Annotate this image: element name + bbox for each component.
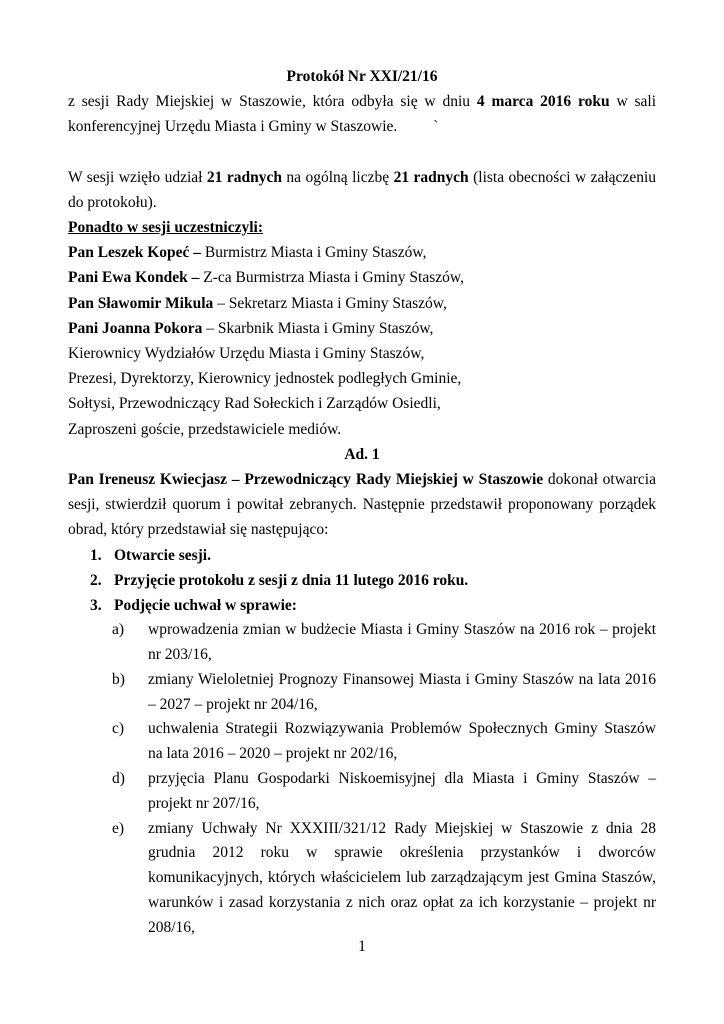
agenda-item bbox=[68, 568, 656, 593]
attendance-text-1: W sesji wzięło udział bbox=[68, 168, 207, 186]
resolution-item bbox=[112, 817, 656, 941]
agenda-item-number: 2. bbox=[90, 571, 102, 589]
resolution-text: przyjęcia Planu Gospodarki Niskoemisyjnej dla Miasta i Gminy Staszów – projekt nr 207/16, bbox=[148, 770, 656, 812]
other-participants-line: Zaproszeni goście, przedstawiciele mediów. bbox=[68, 420, 342, 438]
attendance-count-total: 21 radnych bbox=[393, 168, 469, 186]
attendance-count-present: 21 radnych bbox=[206, 168, 282, 186]
resolution-letter: a) bbox=[112, 621, 125, 639]
intro-text-2: w sali konferencyjnej Urzędu Miasta i Gminy w Staszowie. bbox=[68, 93, 657, 136]
attendance-text-2: na ogólną liczbę bbox=[281, 168, 394, 186]
resolution-item bbox=[112, 618, 656, 668]
agenda-item-label: Otwarcie sesji. bbox=[114, 546, 211, 564]
resolution-text: zmiany Uchwały Nr XXXIII/321/12 Rady Miejskiej w Staszowie z dnia 28 grudnia 2012 roku w sprawie określenia przystanków i dworców komunikacyjnych, których właścicielem lub zarządzającym jest Gmina Staszów, warunków i zasad korzystania z nich oraz opłat za ich korzystanie – projekt nr 208/16, bbox=[148, 819, 656, 936]
participant-line bbox=[68, 316, 656, 341]
agenda-item-label: Podjęcie uchwał w sprawie: bbox=[114, 597, 297, 615]
participant-name: Pani Ewa Kondek – bbox=[68, 269, 200, 287]
resolution-letter: e) bbox=[112, 819, 125, 837]
participant-line bbox=[68, 291, 656, 316]
participant-name: Pani Joanna Pokora bbox=[68, 319, 203, 337]
resolution-item bbox=[112, 668, 656, 718]
participant-role: Z-ca Burmistrza Miasta i Gminy Staszów, bbox=[199, 269, 464, 287]
resolutions-wrapper bbox=[112, 618, 656, 940]
other-participants-line: Kierownicy Wydziałów Urzędu Miasta i Gminy Staszów, bbox=[68, 345, 425, 363]
intro-paragraph bbox=[68, 89, 656, 139]
participant-line bbox=[68, 265, 656, 290]
resolution-item bbox=[112, 717, 656, 767]
document-title: Protokół Nr XXI/21/16 bbox=[286, 68, 438, 85]
agenda-item-label: Przyjęcie protokołu z sesji z dnia 11 lutego 2016 roku. bbox=[114, 571, 469, 589]
resolution-text: wprowadzenia zmian w budżecie Miasta i Gminy Staszów na 2016 rok – projekt nr 203/16, bbox=[148, 621, 656, 664]
section-heading: Ad. 1 bbox=[344, 445, 380, 463]
participant-role: Burmistrz Miasta i Gminy Staszów, bbox=[201, 244, 427, 262]
resolution-item bbox=[112, 767, 656, 817]
agenda-list bbox=[68, 543, 656, 941]
participant-name: Pan Sławomir Mikula bbox=[68, 294, 214, 312]
agenda-item-number: 3. bbox=[90, 597, 102, 615]
participant-role: – Skarbnik Miasta i Gminy Staszów, bbox=[202, 319, 434, 337]
resolution-text: uchwalenia Strategii Rozwiązywania Problemów Społecznych Gminy Staszów na lata 2016 – 2020 – projekt nr 202/16, bbox=[148, 720, 656, 763]
ad1-text: dokonał otwarcia sesji, stwierdził quorum i powitał zebranych. Następnie przedstawił proponowany porządek obrad, który przedstawiał się następująco: bbox=[68, 471, 656, 539]
participant-name: Pan Leszek Kopeć – bbox=[68, 244, 202, 262]
resolution-letter: c) bbox=[112, 720, 125, 738]
attendance-text-3: (lista obecności w załączeniu do protokołu). bbox=[68, 168, 657, 211]
other-participants-line: Prezesi, Dyrektorzy, Kierownicy jednostek podległych Gminie, bbox=[68, 370, 462, 388]
ad1-paragraph bbox=[68, 467, 656, 543]
resolution-letter: b) bbox=[112, 670, 125, 688]
document-page bbox=[68, 64, 656, 941]
attendance-paragraph bbox=[68, 165, 656, 215]
participants-heading: Ponadto w sesji uczestniczyli: bbox=[68, 219, 264, 237]
session-date: 4 marca 2016 roku bbox=[476, 93, 610, 111]
resolution-letter: d) bbox=[112, 770, 125, 788]
resolutions-list bbox=[112, 618, 656, 940]
ad1-speaker: Pan Ireneusz Kwiecjasz – Przewodniczący Rady Miejskiej w Staszowie bbox=[68, 471, 544, 489]
intro-text-1: z sesji Rady Miejskiej w Staszowie, która odbyła się w dniu bbox=[68, 93, 477, 111]
resolution-text: zmiany Wieloletniej Prognozy Finansowej Miasta i Gminy Staszów na lata 2016 – 2027 – projekt nr 204/16, bbox=[148, 670, 656, 713]
spacer bbox=[68, 140, 656, 165]
stray-mark: ` bbox=[433, 118, 439, 136]
agenda-item bbox=[68, 543, 656, 568]
other-participants-line: Sołtysi, Przewodniczący Rad Sołeckich i Zarządów Osiedli, bbox=[68, 395, 441, 413]
agenda-item-number: 1. bbox=[90, 546, 102, 564]
agenda-item bbox=[68, 593, 656, 941]
participant-line bbox=[68, 240, 656, 265]
participant-role: – Sekretarz Miasta i Gminy Staszów, bbox=[213, 294, 447, 312]
page-number: 1 bbox=[358, 938, 366, 955]
